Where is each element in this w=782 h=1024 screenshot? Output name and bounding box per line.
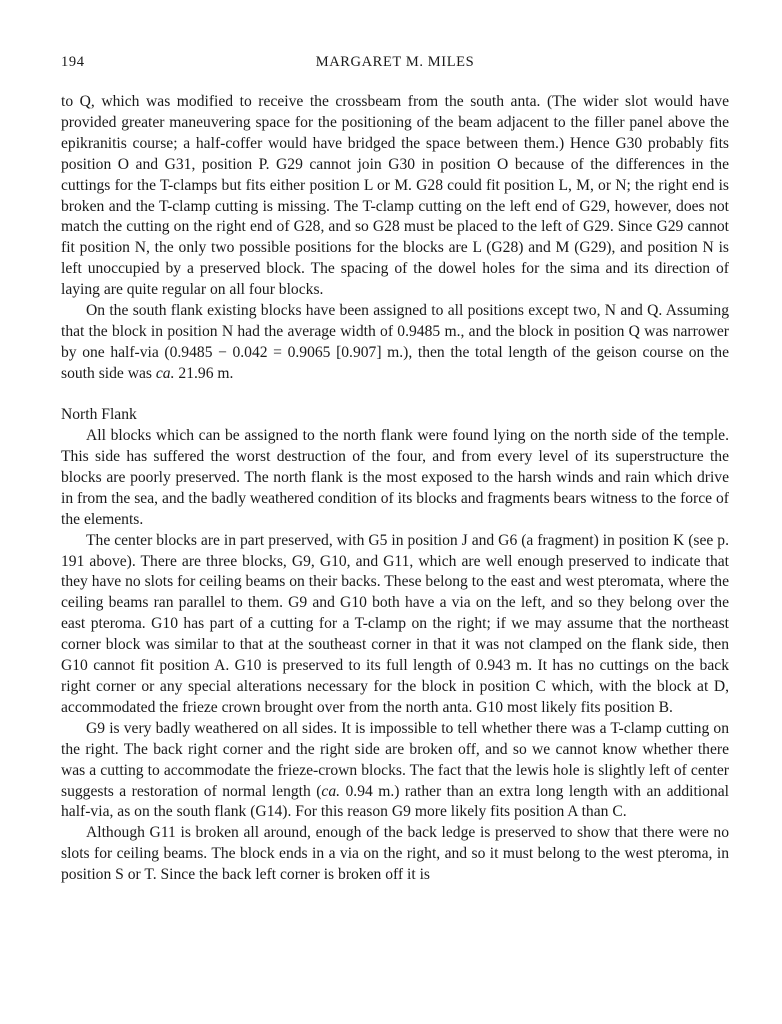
paragraph-text: 0.94 m.) rather than an extra long length with an additional half-via, as on the south flank (G14). For this reason G9 more likely fits position A than C. <box>61 782 729 821</box>
running-head-author: MARGARET M. MILES <box>315 54 475 70</box>
paragraph-g11: Although G11 is broken all around, enough of the back ledge is preserved to show that there were no slots for ceiling beams. The block ends in a via on the right, and so it must belong to the west pteroma, in position S or T. Since the back left corner is broken off it is <box>61 824 729 884</box>
paragraph-south-flank-total <box>61 301 729 385</box>
running-head <box>61 54 729 84</box>
paragraph-north-flank-intro: All blocks which can be assigned to the north flank were found lying on the north side of the temple. This side has suffered the worst destruction of the four, and from every level of its superstructure the blocks are poorly preserved. The north flank is the most exposed to the harsh winds and rain which drive in from the sea, and the badly weathered condition of its blocks and fragments bears witness to the force of the elements. <box>61 427 729 528</box>
page-number: 194 <box>61 54 85 70</box>
paragraph-text: On the south flank existing blocks have been assigned to all positions except two, N and Q. Assuming that the block in position N had the average width of 0.9485 m., and the block in position Q was narrower by one half-via (0.9485 − 0.042 = 0.9065 [0.907] m.), then the total length of the geison course on the south side was <box>61 302 729 382</box>
total-length-value: 21.96 m. <box>178 364 234 382</box>
paragraph-text: G9 is very badly weathered on all sides. It is impossible to tell whether there was a T-clamp cutting on the right. The back right corner and the right side are broken off, and so we cannot know whether there was a cutting to accommodate the frieze-crown blocks. The fact that the lewis hole is slightly left of center suggests a restoration of normal length ( <box>61 719 729 800</box>
paragraph-g9 <box>61 719 729 824</box>
body-text <box>61 92 729 886</box>
paragraph-continued: to Q, which was modified to receive the crossbeam from the south anta. (The wider slot would have provided greater maneuvering space for the positioning of the beam adjacent to the filler panel above the epikranitis course; a half-coffer would have bridged the space between them.) Hence G30 probably fits position O and G31, position P. G29 cannot join G30 in position O because of the differences in the cuttings for the T-clamps but fits either position L or M. G28 could fit position L, M, or N; the right end is broken and the T-clamp cutting is missing. The T-clamp cutting on the left end of G29, however, does not match the cutting on the right end of G28, and so G28 must be placed to the left of G29. Since G29 cannot fit position N, the only two possible positions for the blocks are L (G28) and M (G29), and position N is left unoccupied by a preserved block. The spacing of the dowel holes for the sima and its direction of laying are quite regular on all four blocks. <box>61 93 729 299</box>
circa-abbreviation: ca. <box>155 364 175 382</box>
circa-abbreviation: ca. <box>321 782 341 800</box>
paragraph-center-blocks: The center blocks are in part preserved, with G5 in position J and G6 (a fragment) in position K (see p. 191 above). There are three blocks, G9, G10, and G11, which are well enough preserved to indicate that they have no slots for ceiling beams on their backs. These belong to the east and west pteromata, where the ceiling beams ran parallel to them. G9 and G10 both have a via on the left, and so they belong over the east pteroma. G10 has part of a cutting for a T-clamp on the right; if we may assume that the northeast corner block was similar to that at the southeast corner in that it was not clamped on the flank side, then G10 cannot fit position A. G10 is preserved to its full length of 0.943 m. It has no cuttings on the back right corner or any special alterations necessary for the block in position C which, with the block at D, accommodated the frieze crown brought over from the north anta. G10 most likely fits position B. <box>61 531 729 716</box>
section-heading-north-flank: North Flank <box>61 406 137 424</box>
page <box>61 0 729 886</box>
